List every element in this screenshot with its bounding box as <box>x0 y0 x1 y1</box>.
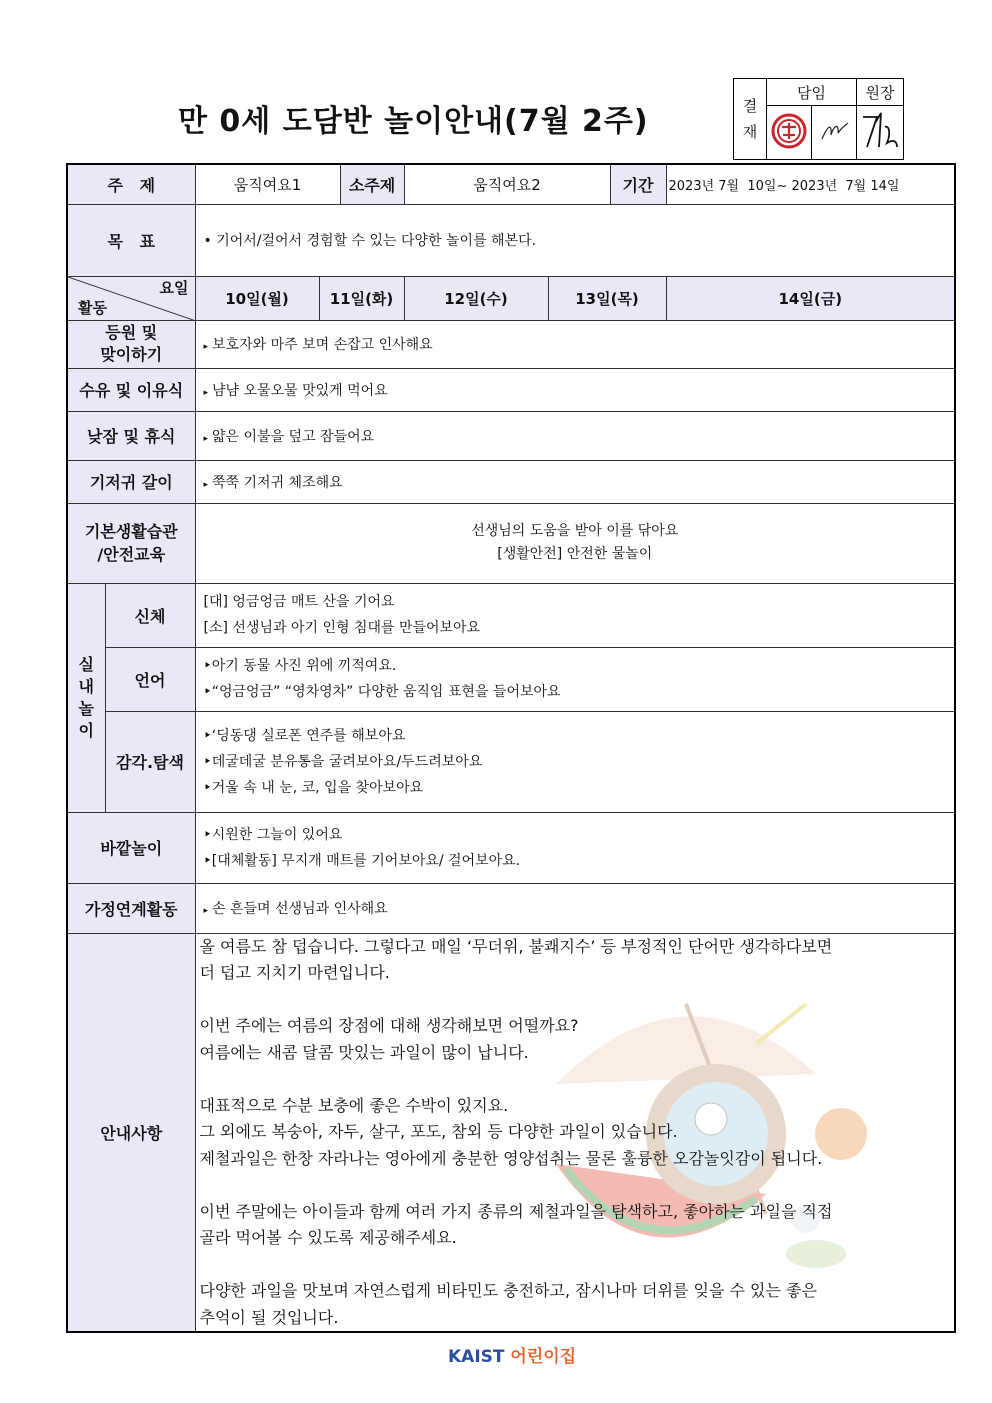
habit-line2: [생활안전] 안전한 물놀이 <box>497 546 653 562</box>
habit-label-line2: /안전교육 <box>97 545 166 564</box>
day-fri: 14일(금) <box>666 276 955 320</box>
subtheme-value: 움직여요2 <box>404 164 610 204</box>
notice-cell <box>195 933 955 1332</box>
routine-diaper-text: 쭉쭉 기저귀 체조해요 <box>212 474 343 491</box>
period-value: 2023년 7월 10일~ 2023년 7월 14일 <box>666 164 955 204</box>
plan-table <box>66 163 956 1333</box>
routine-arrival-label <box>67 320 195 368</box>
outdoor-text <box>195 812 955 883</box>
physical-label: 신체 <box>105 583 195 647</box>
day-tue: 11일(화) <box>319 276 404 320</box>
page-title: 만 0세 도담반 놀이안내(7월 2주) <box>178 104 649 139</box>
outdoor-label: 바깥놀이 <box>67 812 195 883</box>
physical-text <box>195 583 955 647</box>
sensory-line2: ‣데굴데굴 분유통을 굴려보아요/두드려보아요 <box>203 753 483 770</box>
period-label: 기간 <box>610 164 666 204</box>
notice-line: 더 덥고 지치기 마련입니다. <box>199 963 390 982</box>
routine-nap-label: 낮잠 및 휴식 <box>67 411 195 460</box>
subtheme-label: 소주제 <box>340 164 404 204</box>
theme-value: 움직여요1 <box>195 164 340 204</box>
day-activity-corner <box>67 276 195 320</box>
routine-diaper-text-cell <box>195 460 955 503</box>
family-text-cell <box>195 883 955 933</box>
theme-label: 주 제 <box>67 164 195 204</box>
sensory-label: 감각.탐색 <box>105 711 195 812</box>
language-text <box>195 647 955 711</box>
routine-feeding-text: 냠냠 오물오물 맛있게 먹어요 <box>212 382 388 399</box>
homeroom-seal <box>767 106 812 160</box>
arrival-label-line1: 등원 및 <box>105 323 158 342</box>
approval-label-text: 결재 <box>742 97 758 141</box>
notice-line: 다양한 과일을 맛보며 자연스럽게 비타민도 충전하고, 잠시나마 더위를 잊을 수 있는 좋은 <box>199 1281 817 1300</box>
indoor-label <box>67 583 105 812</box>
habit-text <box>195 503 955 583</box>
sensory-line1: ‣‘딩동댕 실로폰 연주를 해보아요 <box>203 727 406 744</box>
family-label: 가정연계활동 <box>67 883 195 933</box>
language-line1: ‣아기 동물 사진 위에 끼적여요. <box>203 658 397 674</box>
notice-line: 제철과일은 한창 자라나는 영아에게 충분한 영양섭취는 물론 훌륭한 오감놀잇감이 됩니다. <box>199 1148 823 1168</box>
physical-line1: [대] 엉금엉금 매트 산을 기어요 <box>203 594 395 610</box>
family-text: 손 흔들며 선생님과 인사해요 <box>212 901 388 917</box>
physical-line2: [소] 선생님과 아기 인형 침대를 만들어보아요 <box>203 620 481 636</box>
notice-line: 골라 먹어볼 수 있도록 제공해주세요. <box>199 1228 457 1247</box>
notice-line: 그 외에도 복숭아, 자두, 살구, 포도, 참외 등 다양한 과일이 있습니다. <box>199 1122 678 1141</box>
language-label: 언어 <box>105 647 195 711</box>
homeroom-header: 담임 <box>767 79 857 106</box>
goal-label: 목 표 <box>67 204 195 276</box>
arrival-label-line2: 맞이하기 <box>100 345 163 364</box>
bullet-icon: ▸ <box>203 342 209 352</box>
sensory-line3: ‣거울 속 내 눈, 코, 입을 찾아보아요 <box>203 779 424 796</box>
routine-feeding-label: 수유 및 이유식 <box>67 368 195 411</box>
routine-nap-text-cell <box>195 411 955 460</box>
sensory-text <box>195 711 955 812</box>
director-header: 원장 <box>857 79 904 106</box>
habit-label-line1: 기본생활습관 <box>84 522 178 541</box>
notice-line: 이번 주에는 여름의 장점에 대해 생각해보면 어떨까요? <box>199 1016 579 1035</box>
logo-brand: KAIST <box>448 1347 505 1367</box>
routine-arrival-text-cell <box>195 320 955 368</box>
notice-line: 추억이 될 것입니다. <box>199 1307 339 1327</box>
approval-box <box>733 78 904 160</box>
approval-label <box>734 79 767 160</box>
outdoor-line1: ‣시원한 그늘이 있어요 <box>203 826 343 843</box>
corner-activity-label: 활동 <box>78 298 107 317</box>
routine-arrival-text: 보호자와 마주 보며 손잡고 인사해요 <box>212 337 433 353</box>
indoor-label-text: 실내놀이 <box>78 654 94 740</box>
goal-text: • 기어서/걸어서 경험할 수 있는 다양한 놀이를 해본다. <box>195 204 955 276</box>
logo-name: 어린이집 <box>510 1347 577 1367</box>
bullet-icon: ▸ <box>203 433 209 444</box>
notice-text <box>196 934 955 1332</box>
day-thu: 13일(목) <box>548 276 666 320</box>
bullet-icon: ▸ <box>203 387 209 398</box>
day-mon: 10일(월) <box>195 276 319 320</box>
day-wed: 12일(수) <box>404 276 548 320</box>
homeroom-signature <box>812 106 857 160</box>
notice-line: 대표적으로 수분 보충에 좋은 수박이 있지요. <box>199 1095 509 1115</box>
notice-line: 올 여름도 참 덥습니다. 그렇다고 매일 ‘무더위, 불쾌지수’ 등 부정적인 단어만 생각하다보면 <box>199 936 833 956</box>
language-line2: ‣“엉금엉금” “영차영차” 다양한 움직임 표현을 들어보아요 <box>203 684 561 700</box>
director-signature <box>857 106 904 160</box>
bullet-icon: ▸ <box>203 906 209 916</box>
habit-line1: 선생님의 도움을 받아 이를 닦아요 <box>471 523 679 539</box>
habit-label <box>67 503 195 583</box>
routine-diaper-label: 기저귀 갈이 <box>67 460 195 503</box>
notice-line: 여름에는 새콤 달콤 맛있는 과일이 많이 납니다. <box>199 1042 529 1062</box>
notice-line: 이번 주말에는 아이들과 함께 여러 가지 종류의 제철과일을 탐색하고, 좋아하는 과일을 직접 <box>199 1201 833 1221</box>
outdoor-line2: ‣[대체활동] 무지개 매트를 기어보아요/ 걸어보아요. <box>203 852 521 869</box>
corner-day-label: 요일 <box>159 278 189 297</box>
kaist-daycare-logo <box>448 1342 576 1367</box>
routine-nap-text: 얇은 이불을 덮고 잠들어요 <box>212 428 375 445</box>
notice-label: 안내사항 <box>67 933 195 1332</box>
bullet-icon: ▸ <box>203 479 209 490</box>
routine-feeding-text-cell <box>195 368 955 411</box>
